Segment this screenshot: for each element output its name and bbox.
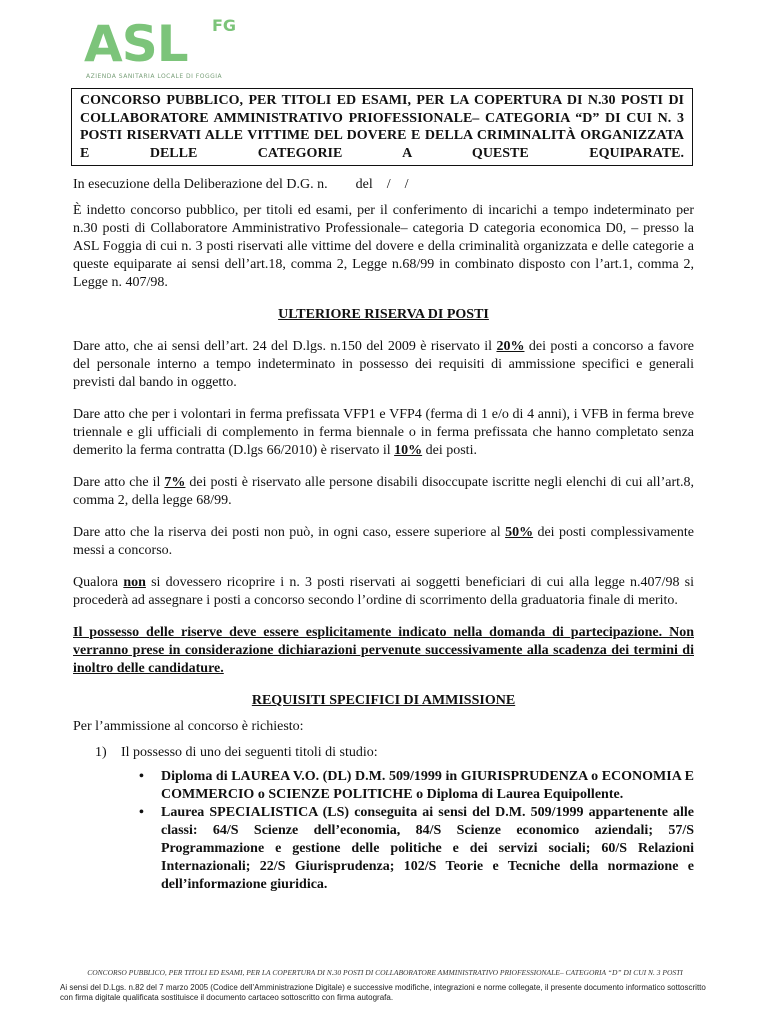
document-body (73, 176, 694, 894)
paragraph-reserve-7: Dare atto che il 7% dei posti è riservato alle persone disabili disoccupate iscritte negli elenchi di cui all’art.8, comma 2, della legge 68/99. (73, 475, 694, 508)
intro-line: In esecuzione della Deliberazione del D.G. n. del / / (73, 177, 409, 192)
requirements-list (73, 744, 694, 762)
requirements-intro: Per l’ammissione al concorso è richiesto: (73, 719, 304, 734)
logo-subtitle: AZIENDA SANITARIA LOCALE DI FOGGIA (86, 73, 223, 80)
list-item: • Diploma di LAUREA V.O. (DL) D.M. 509/1999 in GIURISPRUDENZA o ECONOMIA E COMMERCIO o SCIENZE POLITICHE o Diploma di Laurea Equipollente. (121, 768, 694, 804)
notice-reserves: Il possesso delle riserve deve essere esplicitamente indicato nella domanda di partecipazione. Non verranno prese in considerazione dichiarazioni pervenute successivamente alla scadenza dei termini di inoltro delle candidature. (73, 625, 694, 676)
heading-ulteriore-riserva: ULTERIORE RISERVA DI POSTI (278, 307, 489, 322)
paragraph-reserve-50: Dare atto che la riserva dei posti non può, in ogni caso, essere superiore al 50% dei posti complessivamente messi a concorso. (73, 525, 694, 558)
asl-logo (84, 14, 284, 84)
paragraph-announcement: È indetto concorso pubblico, per titoli ed esami, per il conferimento di incarichi a tempo indeterminato per n.30 posti di Collaboratore Amministrativo Professionale– categoria D categoria economica D0, – presso la ASL Foggia di cui n. 3 posti riservati alle vittime del dovere e della criminalità organizzata e delle categorie a queste equiparate ai sensi dell’art.18, comma 2, Legge n.68/99 in combinato disposto con l’art.1, comma 2, Legge n. 407/98. (73, 203, 694, 290)
bullet-icon: • (139, 805, 144, 820)
footer-title: CONCORSO PUBBLICO, PER TITOLI ED ESAMI, PER LA COPERTURA DI N.30 POSTI DI COLLABORATORE AMMINISTRATIVO PRIOFESSIONALE– CATEGORIA “D” DI CUI N. 3 POSTI (87, 968, 683, 977)
logo-superscript: FG (212, 16, 237, 35)
paragraph-reserve-20: Dare atto, che ai sensi dell’art. 24 del D.lgs. n.150 del 2009 è riservato il 20% dei posti a concorso a favore del personale interno a tempo indeterminato in possesso dei requisiti di ammissione specifici e generali previsti dal bando in oggetto. (73, 339, 694, 390)
document-title: CONCORSO PUBBLICO, PER TITOLI ED ESAMI, PER LA COPERTURA DI N.30 POSTI DI COLLABORATORE AMMINISTRATIVO PRIOFESSIONALE– CATEGORIA “D” DI CUI N. 3 POSTI RISERVATI ALLE VITTIME DEL DOVERE E DELLA CRIMINALITÀ ORGANIZZATA E DELLE CATEGORIE A QUESTE EQUIPARATE. (71, 88, 693, 166)
bullet-icon: • (139, 769, 144, 784)
logo-letters: ASL (84, 15, 188, 73)
list-item: 1) Il possesso di uno dei seguenti titoli di studio: (95, 745, 378, 760)
footer-digital-signature-note: Ai sensi del D.Lgs. n.82 del 7 marzo 2005 (Codice dell'Amministrazione Digitale) e successive modifiche, integrazioni e norme collegate, il presente documento informatico sottoscritto con firma digitale qualificata sostituisce il documento cartaceo sottoscritto con firma autografa. (60, 983, 706, 1002)
list-item: • Laurea SPECIALISTICA (LS) conseguita ai sensi del D.M. 509/1999 appartenente alle classi: 64/S Scienze dell’economia, 84/S Scienze economico aziendali; 57/S Programmazione e gestione delle politiche e dei servizi sociali; 60/S Relazioni Internazionali; 22/S Giurisprudenza; 102/S Teorie e Tecniche della normazione e dell’informazione giuridica. (121, 804, 694, 894)
heading-requisiti: REQUISITI SPECIFICI DI AMMISSIONE (251, 693, 516, 708)
degree-bullets (121, 768, 694, 894)
paragraph-unfilled-posts: Qualora non si dovessero ricoprire i n. 3 posti riservati ai soggetti beneficiari di cui alla legge n.407/98 si procederà ad assegnare i posti a concorso secondo l’ordine di scorrimento della graduatoria finale di merito. (73, 575, 694, 608)
paragraph-reserve-10: Dare atto che per i volontari in ferma prefissata VFP1 e VFP4 (ferma di 1 e/o di 4 anni), i VFB in ferma breve triennale e gli ufficiali di complemento in ferma biennale o in ferma prefissata che hanno completato senza demerito la ferma contratta (D.lgs 66/2010) è riservato il 10% dei posti. (73, 407, 694, 458)
